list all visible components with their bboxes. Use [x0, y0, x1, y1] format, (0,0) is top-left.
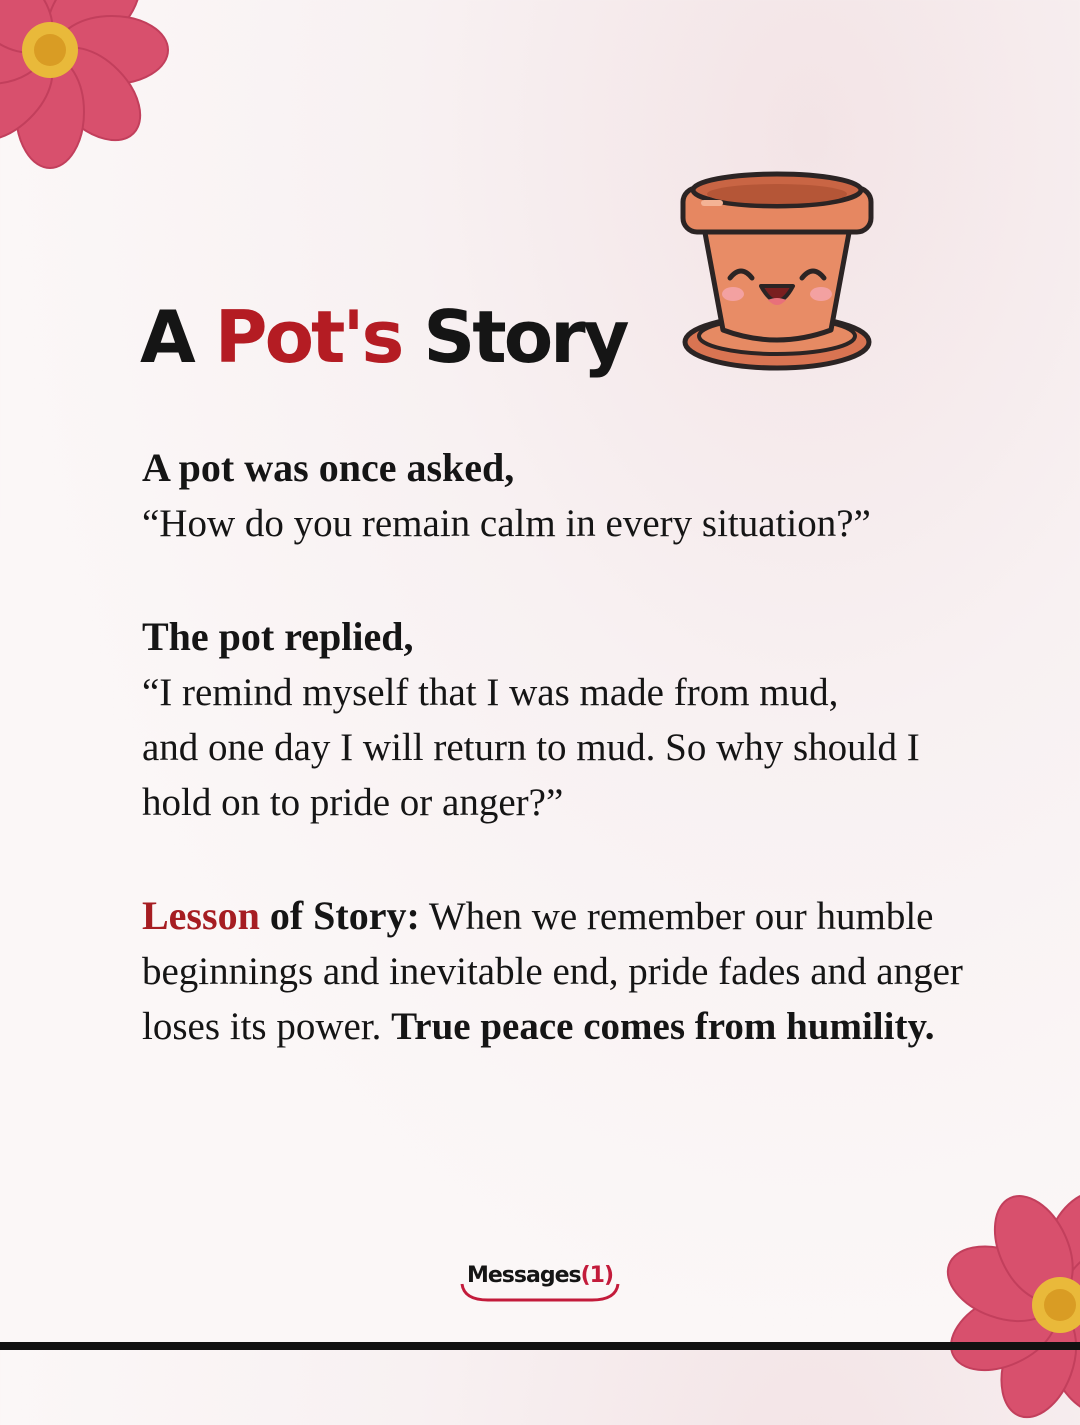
badge-count: (1): [580, 1263, 614, 1288]
answer-line-1: “I remind myself that I was made from mud,: [142, 671, 839, 714]
page-title: [140, 292, 627, 382]
pink-flower-icon: [0, 0, 170, 170]
lesson-label-red: Lesson: [142, 893, 260, 938]
bottom-bar: [0, 1342, 1080, 1350]
title-part-3: Story: [401, 295, 627, 379]
title-part-1: A: [140, 295, 215, 379]
question-lead: A pot was once asked,: [142, 445, 515, 490]
lesson-block: [142, 888, 972, 1054]
answer-line-3: hold on to pride or anger?”: [142, 781, 564, 824]
question-block: [142, 440, 972, 551]
question-text: “How do you remain calm in every situation?”: [142, 502, 871, 545]
pink-flower-icon: [940, 1185, 1080, 1425]
title-accent: Pot's: [214, 295, 402, 379]
answer-paragraph: [142, 609, 972, 830]
lesson-text: When we remember our humble beginnings and inevitable end, pride fades and anger loses its power.: [142, 895, 963, 1048]
answer-lead: The pot replied,: [142, 614, 414, 659]
smiling-pot-icon: [675, 160, 880, 380]
messages-badge: [458, 1260, 622, 1306]
badge-name: Messages: [466, 1263, 581, 1288]
lesson-label-rest: of Story:: [259, 893, 420, 938]
title-row: [140, 292, 627, 382]
lesson-emphasis: True peace comes from humility.: [391, 1005, 935, 1048]
answer-block: [142, 609, 972, 830]
answer-line-2: and one day I will return to mud. So why should I: [142, 726, 920, 769]
story-content: [142, 440, 972, 1112]
badge-underline-icon: [458, 1280, 622, 1306]
question-paragraph: [142, 440, 972, 551]
lesson-paragraph: [142, 888, 972, 1054]
